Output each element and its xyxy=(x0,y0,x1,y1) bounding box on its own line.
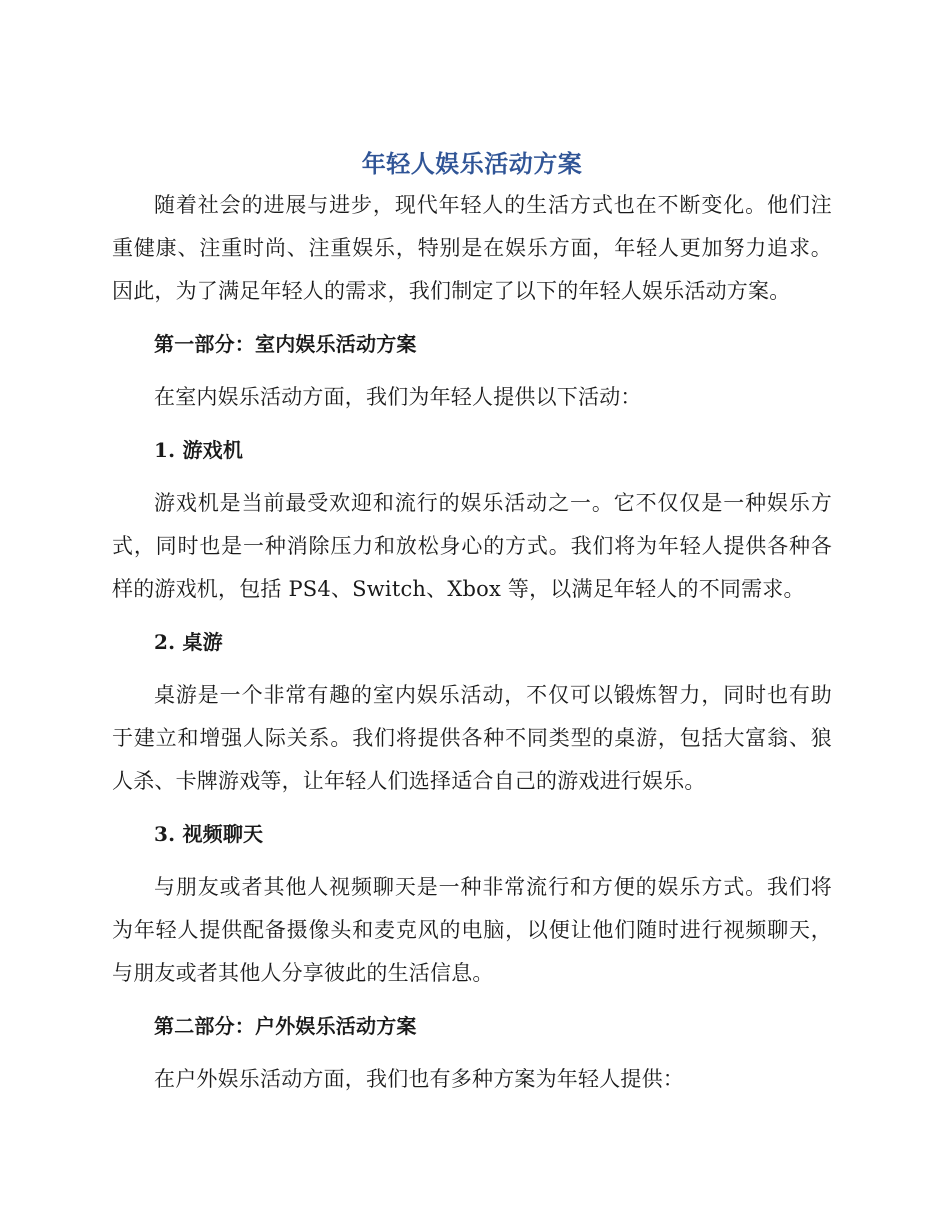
item-heading-video-chat: 3. 视频聊天 xyxy=(154,822,264,846)
intro-paragraph: 随着社会的进展与进步，现代年轻人的生活方式也在不断变化。他们注重健康、注重时尚、注重娱乐，特别是在娱乐方面，年轻人更加努力追求。因此，为了满足年轻人的需求，我们制定了以下的年轻人娱乐活动方案。 xyxy=(112,193,832,303)
item-paragraph-board-games: 桌游是一个非常有趣的室内娱乐活动，不仅可以锻炼智力，同时也有助于建立和增强人际关系。我们将提供各种不同类型的桌游，包括大富翁、狼人杀、卡牌游戏等，让年轻人们选择适合自己的游戏进行娱乐。 xyxy=(112,683,832,793)
item-heading-game-console: 1. 游戏机 xyxy=(154,438,244,462)
part2-heading: 第二部分：户外娱乐活动方案 xyxy=(154,1014,417,1038)
spacer xyxy=(112,313,832,323)
spacer xyxy=(112,664,832,674)
spacer xyxy=(112,803,832,813)
spacer xyxy=(112,472,832,482)
part1-heading: 第一部分：室内娱乐活动方案 xyxy=(154,332,417,356)
spacer xyxy=(112,1048,832,1058)
item-paragraph-video-chat: 与朋友或者其他人视频聊天是一种非常流行和方便的娱乐方式。我们将为年轻人提供配备摄像头和麦克风的电脑，以便让他们随时进行视频聊天，与朋友或者其他人分享彼此的生活信息。 xyxy=(112,875,832,985)
item-heading-board-games: 2. 桌游 xyxy=(154,630,223,654)
document-title: 年轻人娱乐活动方案 xyxy=(361,150,583,178)
spacer xyxy=(112,995,832,1005)
spacer xyxy=(112,419,832,429)
part2-lead-paragraph: 在户外娱乐活动方面，我们也有多种方案为年轻人提供： xyxy=(154,1067,684,1091)
document-body xyxy=(112,144,832,1101)
spacer xyxy=(112,366,832,376)
part1-lead-paragraph: 在室内娱乐活动方面，我们为年轻人提供以下活动： xyxy=(154,385,642,409)
spacer xyxy=(112,856,832,866)
item-paragraph-game-console: 游戏机是当前最受欢迎和流行的娱乐活动之一。它不仅仅是一种娱乐方式，同时也是一种消除压力和放松身心的方式。我们将为年轻人提供各种各样的游戏机，包括 PS4、Switch、Xbox 等，以满足年轻人的不同需求。 xyxy=(112,491,832,601)
spacer xyxy=(112,611,832,621)
